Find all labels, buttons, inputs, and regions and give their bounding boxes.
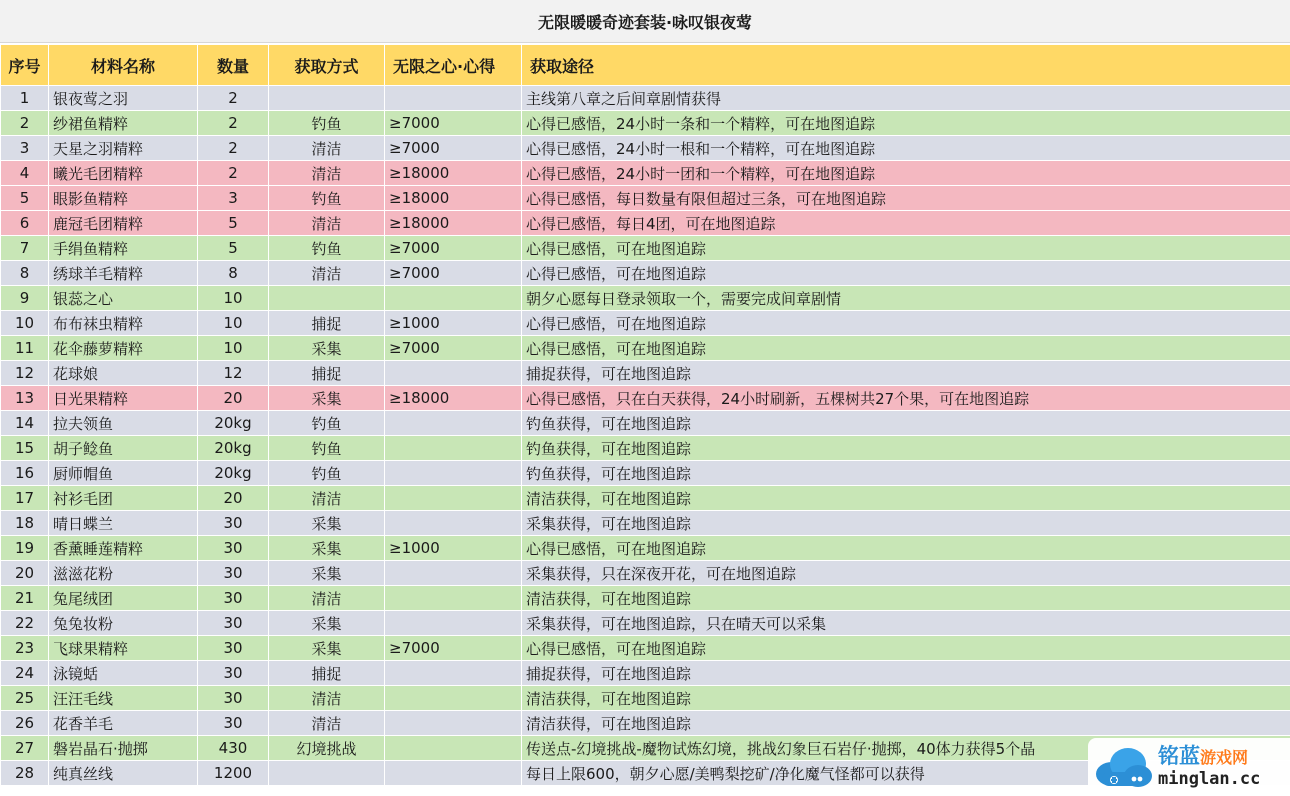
acquire-method: 钓鱼: [269, 436, 385, 461]
material-name: 拉夫领鱼: [49, 411, 198, 436]
row-index: 7: [1, 236, 49, 261]
acquire-path: 心得已感悟，每日数量有限但超过三条，可在地图追踪: [522, 186, 1290, 211]
acquire-path: 朝夕心愿每日登录领取一个，需要完成间章剧情: [522, 286, 1290, 311]
material-name: 泳镜蛞: [49, 661, 198, 686]
acquire-method: 清洁: [269, 586, 385, 611]
xinde-requirement: [385, 486, 522, 511]
acquire-path: 采集获得，可在地图追踪，只在晴天可以采集: [522, 611, 1290, 636]
header-material-name: 材料名称: [49, 45, 198, 86]
row-index: 18: [1, 511, 49, 536]
xinde-requirement: ≥1000: [385, 311, 522, 336]
quantity: 5: [198, 211, 269, 236]
quantity: 2: [198, 161, 269, 186]
table-row: [1, 161, 1290, 186]
row-index: 1: [1, 86, 49, 111]
quantity: 30: [198, 611, 269, 636]
acquire-method: 采集: [269, 611, 385, 636]
material-name: 鹿冠毛团精粹: [49, 211, 198, 236]
material-name: 晴日蝶兰: [49, 511, 198, 536]
table-row: [1, 386, 1290, 411]
acquire-path: 主线第八章之后间章剧情获得: [522, 86, 1290, 111]
acquire-method: 捕捉: [269, 311, 385, 336]
table-body: [1, 86, 1290, 789]
xinde-requirement: [385, 511, 522, 536]
row-index: 24: [1, 661, 49, 686]
material-name: 纯真丝线: [49, 761, 198, 786]
acquire-path: 心得已感悟，可在地图追踪: [522, 311, 1290, 336]
material-name: 天星之羽精粹: [49, 136, 198, 161]
acquire-method: 采集: [269, 636, 385, 661]
acquire-method: 幻境挑战: [269, 736, 385, 761]
acquire-method: 清洁: [269, 211, 385, 236]
row-index: 16: [1, 461, 49, 486]
acquire-method: 采集: [269, 536, 385, 561]
quantity: 30: [198, 586, 269, 611]
row-index: 3: [1, 136, 49, 161]
xinde-requirement: [385, 286, 522, 311]
watermark-brand: 铭蓝: [1158, 744, 1200, 768]
xinde-requirement: [385, 586, 522, 611]
table-row: [1, 361, 1290, 386]
material-name: 磐岩晶石·抛掷: [49, 736, 198, 761]
material-name: 纱裙鱼精粹: [49, 111, 198, 136]
acquire-method: 钓鱼: [269, 186, 385, 211]
xinde-requirement: ≥7000: [385, 636, 522, 661]
xinde-requirement: ≥7000: [385, 111, 522, 136]
acquire-path: 心得已感悟，24小时一团和一个精粹，可在地图追踪: [522, 161, 1290, 186]
xinde-requirement: ≥18000: [385, 186, 522, 211]
header-method: 获取方式: [269, 45, 385, 86]
quantity: 30: [198, 636, 269, 661]
acquire-method: 钓鱼: [269, 461, 385, 486]
acquire-path: 心得已感悟，可在地图追踪: [522, 261, 1290, 286]
material-name: 香薰睡莲精粹: [49, 536, 198, 561]
row-index: 9: [1, 286, 49, 311]
xinde-requirement: ≥18000: [385, 161, 522, 186]
header-xinde: 无限之心·心得: [385, 45, 522, 86]
xinde-requirement: [385, 661, 522, 686]
row-index: 6: [1, 211, 49, 236]
table-row: [1, 186, 1290, 211]
quantity: 30: [198, 561, 269, 586]
acquire-path: 心得已感悟，可在地图追踪: [522, 336, 1290, 361]
acquire-method: 清洁: [269, 686, 385, 711]
quantity: 30: [198, 711, 269, 736]
acquire-method: [269, 286, 385, 311]
material-name: 手绢鱼精粹: [49, 236, 198, 261]
acquire-method: 采集: [269, 336, 385, 361]
acquire-path: 心得已感悟，可在地图追踪: [522, 236, 1290, 261]
xinde-requirement: [385, 761, 522, 786]
acquire-path: 心得已感悟，可在地图追踪: [522, 536, 1290, 561]
acquire-method: [269, 86, 385, 111]
row-index: 15: [1, 436, 49, 461]
acquire-path: 心得已感悟，每日4团，可在地图追踪: [522, 211, 1290, 236]
table-row: [1, 611, 1290, 636]
acquire-path: 清洁获得，可在地图追踪: [522, 586, 1290, 611]
acquire-method: 钓鱼: [269, 236, 385, 261]
quantity: 10: [198, 286, 269, 311]
material-name: 汪汪毛线: [49, 686, 198, 711]
quantity: 5: [198, 236, 269, 261]
quantity: 30: [198, 511, 269, 536]
material-name: 飞球果精粹: [49, 636, 198, 661]
table-row: [1, 561, 1290, 586]
cloud-gamepad-icon: [1092, 744, 1154, 790]
xinde-requirement: ≥7000: [385, 136, 522, 161]
table-row: [1, 586, 1290, 611]
row-index: 21: [1, 586, 49, 611]
table-row: [1, 461, 1290, 486]
material-name: 日光果精粹: [49, 386, 198, 411]
table-row: [1, 686, 1290, 711]
header-quantity: 数量: [198, 45, 269, 86]
material-name: 花香羊毛: [49, 711, 198, 736]
table-row: [1, 236, 1290, 261]
acquire-path: 清洁获得，可在地图追踪: [522, 686, 1290, 711]
acquire-method: 钓鱼: [269, 411, 385, 436]
material-name: 眼影鱼精粹: [49, 186, 198, 211]
quantity: 2: [198, 136, 269, 161]
row-index: 12: [1, 361, 49, 386]
table-row: [1, 511, 1290, 536]
row-index: 5: [1, 186, 49, 211]
acquire-path: 钓鱼获得，可在地图追踪: [522, 436, 1290, 461]
table-row: [1, 661, 1290, 686]
quantity: 8: [198, 261, 269, 286]
material-name: 银夜莺之羽: [49, 86, 198, 111]
row-index: 27: [1, 736, 49, 761]
table-row: [1, 311, 1290, 336]
row-index: 19: [1, 536, 49, 561]
xinde-requirement: ≥7000: [385, 261, 522, 286]
xinde-requirement: ≥7000: [385, 336, 522, 361]
acquire-path: 钓鱼获得，可在地图追踪: [522, 411, 1290, 436]
table-row: [1, 286, 1290, 311]
materials-table: [0, 44, 1290, 789]
acquire-method: 捕捉: [269, 361, 385, 386]
xinde-requirement: [385, 86, 522, 111]
page-title: 无限暖暖奇迹套装·咏叹银夜莺: [0, 0, 1290, 43]
header-index: 序号: [1, 45, 49, 86]
material-name: 花球娘: [49, 361, 198, 386]
acquire-method: 清洁: [269, 486, 385, 511]
table-row: [1, 211, 1290, 236]
row-index: 23: [1, 636, 49, 661]
row-index: 14: [1, 411, 49, 436]
row-index: 28: [1, 761, 49, 786]
acquire-path: 清洁获得，可在地图追踪: [522, 711, 1290, 736]
row-index: 10: [1, 311, 49, 336]
acquire-method: 采集: [269, 561, 385, 586]
table-row: [1, 86, 1290, 111]
acquire-path: 传送点-幻境挑战-魔物试炼幻境，挑战幻象巨石岩仔·抛掷，40体力获得5个晶: [522, 736, 1290, 761]
xinde-requirement: ≥7000: [385, 236, 522, 261]
acquire-path: 心得已感悟，只在白天获得，24小时刷新，五棵树共27个果，可在地图追踪: [522, 386, 1290, 411]
row-index: 22: [1, 611, 49, 636]
table-row: [1, 486, 1290, 511]
quantity: 30: [198, 536, 269, 561]
table-row: [1, 336, 1290, 361]
row-index: 4: [1, 161, 49, 186]
xinde-requirement: ≥18000: [385, 386, 522, 411]
quantity: 2: [198, 86, 269, 111]
quantity: 12: [198, 361, 269, 386]
xinde-requirement: [385, 611, 522, 636]
xinde-requirement: ≥1000: [385, 536, 522, 561]
watermark-url: minglan.cc: [1158, 769, 1261, 789]
xinde-requirement: [385, 436, 522, 461]
watermark: [1088, 738, 1290, 796]
acquire-path: 心得已感悟，可在地图追踪: [522, 636, 1290, 661]
material-name: 衬衫毛团: [49, 486, 198, 511]
table-row: [1, 636, 1290, 661]
watermark-site: 游戏网: [1200, 748, 1249, 767]
xinde-requirement: [385, 361, 522, 386]
acquire-method: 清洁: [269, 136, 385, 161]
quantity: 430: [198, 736, 269, 761]
acquire-path: 采集获得，可在地图追踪: [522, 511, 1290, 536]
table-row: [1, 411, 1290, 436]
material-name: 花伞藤萝精粹: [49, 336, 198, 361]
row-index: 11: [1, 336, 49, 361]
quantity: 20kg: [198, 411, 269, 436]
quantity: 30: [198, 686, 269, 711]
table-header-row: [1, 45, 1290, 86]
header-source: 获取途径: [522, 45, 1290, 86]
acquire-method: 采集: [269, 386, 385, 411]
row-index: 13: [1, 386, 49, 411]
acquire-method: 清洁: [269, 161, 385, 186]
table-row: [1, 711, 1290, 736]
material-name: 兔兔妆粉: [49, 611, 198, 636]
row-index: 20: [1, 561, 49, 586]
row-index: 25: [1, 686, 49, 711]
material-name: 布布袜虫精粹: [49, 311, 198, 336]
quantity: 10: [198, 336, 269, 361]
quantity: 20: [198, 486, 269, 511]
acquire-method: 清洁: [269, 711, 385, 736]
table-row: [1, 436, 1290, 461]
xinde-requirement: ≥18000: [385, 211, 522, 236]
material-name: 银蕊之心: [49, 286, 198, 311]
quantity: 1200: [198, 761, 269, 786]
xinde-requirement: [385, 711, 522, 736]
acquire-path: 捕捉获得，可在地图追踪: [522, 361, 1290, 386]
quantity: 30: [198, 661, 269, 686]
quantity: 2: [198, 111, 269, 136]
row-index: 17: [1, 486, 49, 511]
table-row: [1, 111, 1290, 136]
table-row: [1, 261, 1290, 286]
row-index: 26: [1, 711, 49, 736]
table-row: [1, 136, 1290, 161]
acquire-method: [269, 761, 385, 786]
xinde-requirement: [385, 561, 522, 586]
acquire-path: 心得已感悟，24小时一条和一个精粹，可在地图追踪: [522, 111, 1290, 136]
acquire-method: 清洁: [269, 261, 385, 286]
xinde-requirement: [385, 686, 522, 711]
acquire-path: 捕捉获得，可在地图追踪: [522, 661, 1290, 686]
table-row: [1, 536, 1290, 561]
acquire-path: 心得已感悟，24小时一根和一个精粹，可在地图追踪: [522, 136, 1290, 161]
material-name: 绣球羊毛精粹: [49, 261, 198, 286]
acquire-path: 钓鱼获得，可在地图追踪: [522, 461, 1290, 486]
acquire-method: 采集: [269, 511, 385, 536]
quantity: 20kg: [198, 461, 269, 486]
acquire-path: 清洁获得，可在地图追踪: [522, 486, 1290, 511]
xinde-requirement: [385, 736, 522, 761]
acquire-path: 采集获得，只在深夜开花，可在地图追踪: [522, 561, 1290, 586]
xinde-requirement: [385, 411, 522, 436]
row-index: 8: [1, 261, 49, 286]
quantity: 20kg: [198, 436, 269, 461]
material-name: 兔尾绒团: [49, 586, 198, 611]
material-name: 厨师帽鱼: [49, 461, 198, 486]
acquire-path: 每日上限600，朝夕心愿/美鸭梨挖矿/净化魔气怪都可以获得: [522, 761, 1290, 786]
material-name: 滋滋花粉: [49, 561, 198, 586]
quantity: 10: [198, 311, 269, 336]
xinde-requirement: [385, 461, 522, 486]
quantity: 20: [198, 386, 269, 411]
quantity: 3: [198, 186, 269, 211]
acquire-method: 捕捉: [269, 661, 385, 686]
acquire-method: 钓鱼: [269, 111, 385, 136]
row-index: 2: [1, 111, 49, 136]
material-name: 曦光毛团精粹: [49, 161, 198, 186]
material-name: 胡子鲶鱼: [49, 436, 198, 461]
